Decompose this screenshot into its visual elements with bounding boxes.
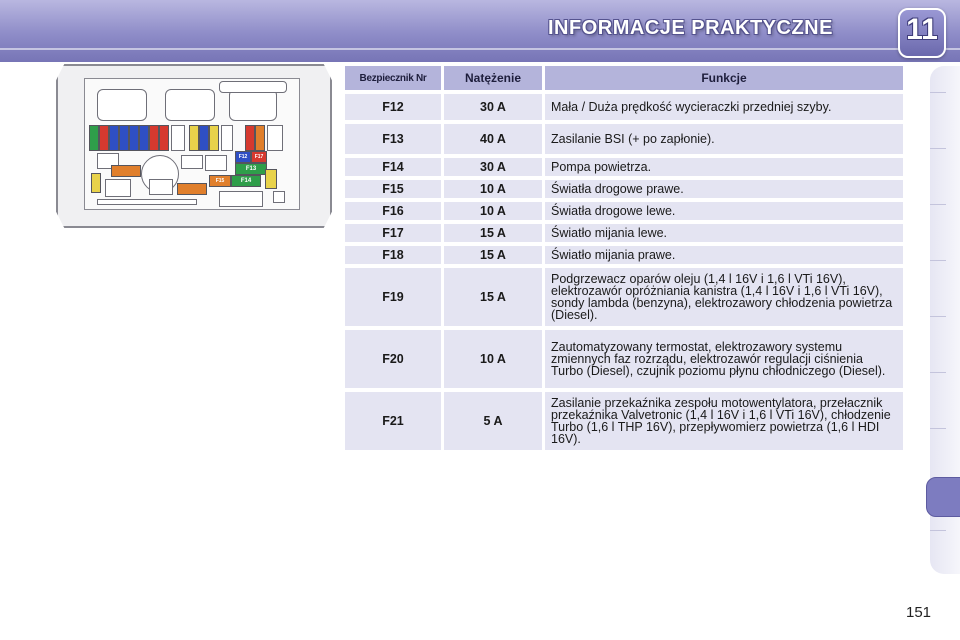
fuse-number: F18 [345, 246, 441, 264]
fuse [159, 125, 169, 151]
fuse-amperage: 15 A [444, 246, 542, 264]
fuse-function: Światła drogowe prawe. [545, 180, 903, 198]
fuse [189, 125, 199, 151]
fuse-amperage: 15 A [444, 224, 542, 242]
fuse-function: Światła drogowe lewe. [545, 202, 903, 220]
fuse-number: F13 [345, 124, 441, 154]
fuse-number: F12 [345, 94, 441, 120]
chapter-tab-divider [930, 530, 946, 531]
table-row [345, 180, 903, 198]
fuse-number: F20 [345, 330, 441, 388]
fuse-slot [171, 125, 185, 151]
fuse-function: Zasilanie przekaźnika zespołu motowentylatora, przełacznik przekaźnika Valvetronic (1,4 l 16V i 1,6 l VTi 16V), chłodzenie Turbo (1,6 l THP 16V), przepływomierz powietrza (1,6 l HDI 16V). [545, 392, 903, 450]
fuse-box-panel [84, 78, 300, 210]
fuse-amperage: 15 A [444, 268, 542, 326]
fuse-number: F15 [345, 180, 441, 198]
table-row [345, 224, 903, 242]
page-number: 151 [906, 604, 932, 621]
fuse-amperage: 30 A [444, 94, 542, 120]
table-row [345, 202, 903, 220]
fuse-number: F17 [345, 224, 441, 242]
fuse-f15: F15 [209, 175, 231, 187]
fuse [245, 125, 255, 151]
fuse-amperage: 40 A [444, 124, 542, 154]
chapter-tab-divider [930, 148, 946, 149]
fuse-f17: F17 [251, 151, 267, 163]
fuse-amperage: 10 A [444, 330, 542, 388]
table-row [345, 392, 903, 450]
relay-block [229, 89, 277, 121]
relay-block [165, 89, 215, 121]
fuse [129, 125, 139, 151]
fuse-number: F21 [345, 392, 441, 450]
fuse-slot [221, 125, 233, 151]
header-banner [0, 0, 960, 62]
table-row [345, 158, 903, 176]
chapter-tab-divider [930, 428, 946, 429]
chapter-tab-current[interactable] [926, 477, 960, 517]
fuse-f21 [265, 169, 277, 189]
relay-block [219, 81, 287, 93]
fuse-function: Światło mijania prawe. [545, 246, 903, 264]
table-header-row [345, 66, 903, 90]
fuse [119, 125, 129, 151]
fuse-slot [181, 155, 203, 169]
fuse-slot [205, 155, 227, 171]
fuse-table [342, 62, 906, 454]
relay-block [97, 89, 147, 121]
fuse-amperage: 30 A [444, 158, 542, 176]
fuse [139, 125, 149, 151]
fuse [149, 125, 159, 151]
chapter-tab-divider [930, 316, 946, 317]
fuse-f14: F14 [231, 175, 261, 187]
chapter-tab-divider [930, 372, 946, 373]
column-header-fuse: Bezpiecznik Nr [345, 66, 441, 90]
fuse-number: F16 [345, 202, 441, 220]
chapter-tab-divider [930, 92, 946, 93]
table-row [345, 246, 903, 264]
fuse-amperage: 5 A [444, 392, 542, 450]
fuse-f13: F13 [235, 163, 267, 175]
fuse-function: Zasilanie BSI (+ po zapłonie). [545, 124, 903, 154]
chapter-number: 11 [906, 13, 938, 46]
fuse-function: Zautomatyzowany termostat, elektrozawory systemu zmiennych faz rozrządu, elektrozawór regulacji ciśnienia Turbo (Diesel), czujnik poziomu płynu chłodniczego (Diesel). [545, 330, 903, 388]
fuse-number: F14 [345, 158, 441, 176]
fuse-f18 [177, 183, 207, 195]
fuse-slot [267, 125, 283, 151]
chapter-tab-divider [930, 204, 946, 205]
chapter-tab-divider [930, 260, 946, 261]
relay-block [105, 179, 131, 197]
fuse-f19 [111, 165, 141, 177]
fuse-amperage: 10 A [444, 180, 542, 198]
column-header-amperage: Natężenie [444, 66, 542, 90]
fuse-box-diagram [56, 64, 328, 224]
fuse-amperage: 10 A [444, 202, 542, 220]
fuse-slot [273, 191, 285, 203]
table-row [345, 330, 903, 388]
table-row [345, 94, 903, 120]
table-row [345, 124, 903, 154]
relay-block [149, 179, 173, 195]
fuse [199, 125, 209, 151]
chapter-badge [898, 8, 946, 58]
fuse [209, 125, 219, 151]
fuse [109, 125, 119, 151]
fuse-function: Pompa powietrza. [545, 158, 903, 176]
fuse-function: Mała / Duża prędkość wycieraczki przedniej szyby. [545, 94, 903, 120]
bus-bar [97, 199, 197, 205]
fuse [99, 125, 109, 151]
page-title: INFORMACJE PRAKTYCZNE [548, 17, 833, 39]
fuse-function: Światło mijania lewe. [545, 224, 903, 242]
relay-block [219, 191, 263, 207]
fuse-f20 [91, 173, 101, 193]
column-header-functions: Funkcje [545, 66, 903, 90]
fuse-function: Podgrzewacz oparów oleju (1,4 l 16V i 1,6 l VTi 16V), elektrozawór opróżniania kanistra (1,4 l 16V i 1,6 l VTi 16V), sondy lambda (benzyna), elektrozawory chłodzenia powietrza (Diesel). [545, 268, 903, 326]
fuse-f12: F12 [235, 151, 251, 163]
table-row [345, 268, 903, 326]
fuse [89, 125, 99, 151]
fuse [255, 125, 265, 151]
fuse-number: F19 [345, 268, 441, 326]
